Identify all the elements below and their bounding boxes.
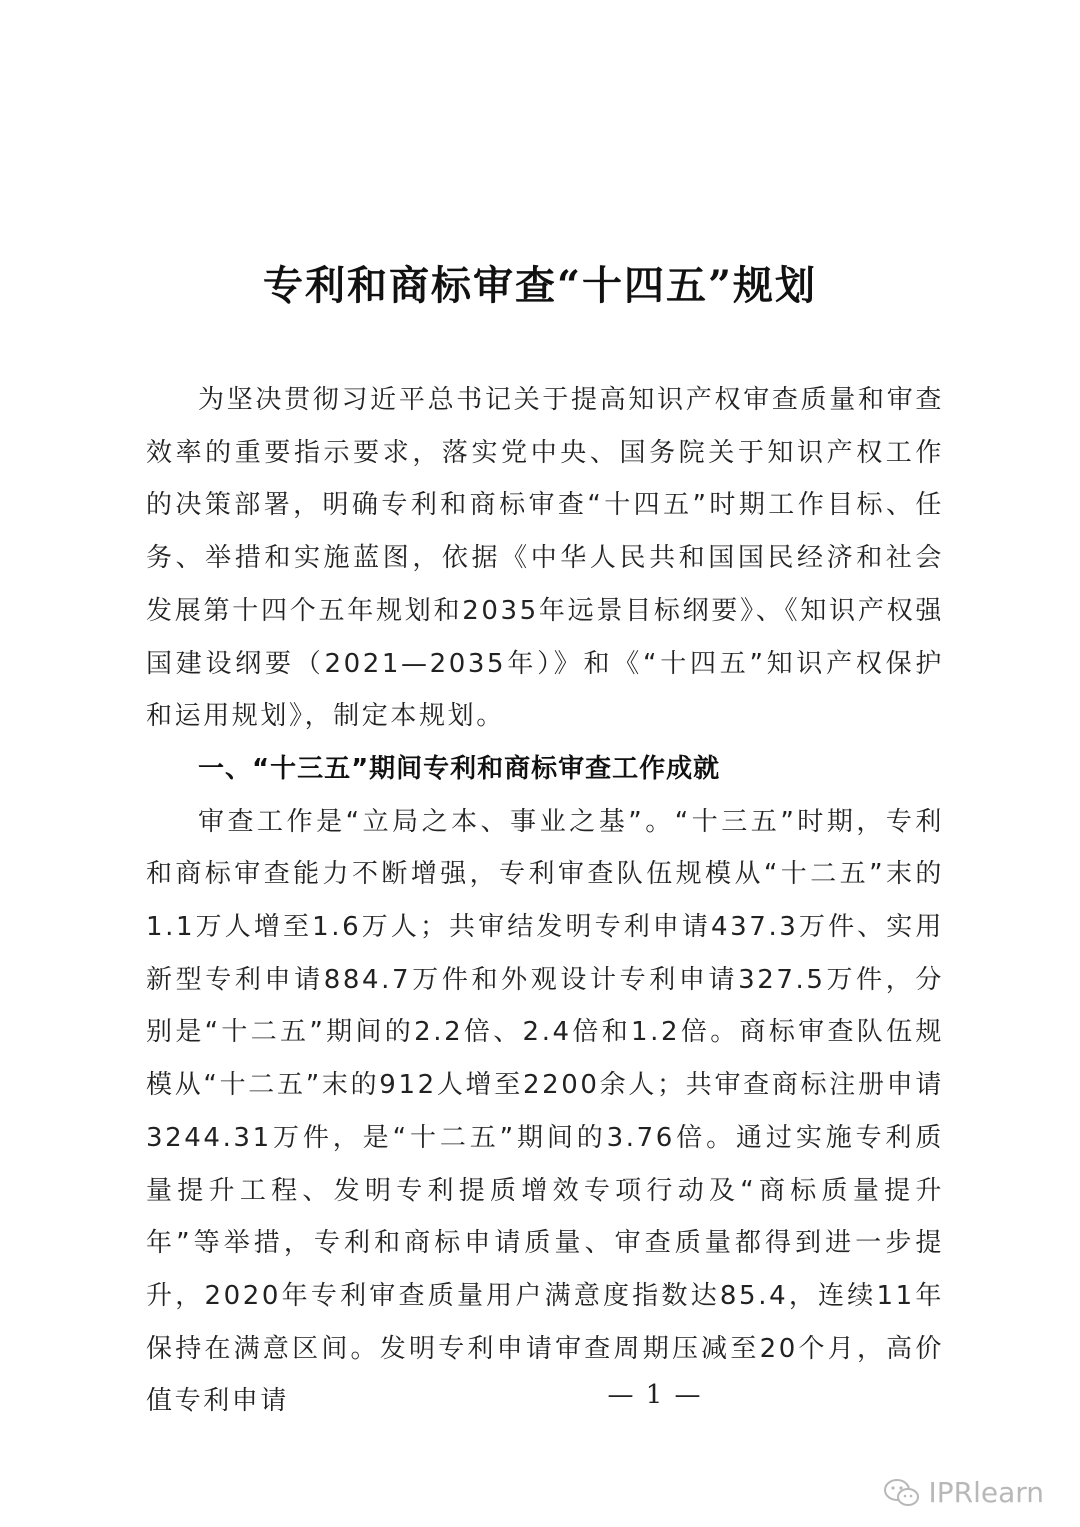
- section-paragraph: 审查工作是“立局之本、事业之基”。“十三五”时期，专利和商标审查能力不断增强，专利审查队伍规模从“十二五”末的1.1万人增至1.6万人；共审结发明专利申请437.3万件、实用新型专利申请884.7万件和外观设计专利申请327.5万件，分别是“十二五”期间的2.2倍、2.4倍和1.2倍。商标审查队伍规模从“十二五”末的912人增至2200余人；共审查商标注册申请3244.31万件，是“十二五”期间的3.76倍。通过实施专利质量提升工程、发明专利提质增效专项行动及“商标质量提升年”等举措，专利和商标申请质量、审查质量都得到进一步提升，2020年专利审查质量用户满意度指数达85.4，连续11年保持在满意区间。发明专利申请审查周期压减至20个月，高价值专利申请: [146, 806, 944, 1417]
- document-body: [146, 374, 944, 1428]
- page-number: — 1 —: [607, 1380, 703, 1410]
- document-title: 专利和商标审查“十四五”规划: [262, 262, 817, 309]
- section-heading: 一、“十三五”期间专利和商标审查工作成就: [198, 753, 721, 784]
- watermark: [884, 1476, 1044, 1509]
- wechat-icon: [884, 1478, 920, 1508]
- watermark-text: IPRlearn: [928, 1476, 1044, 1509]
- intro-paragraph: 为坚决贯彻习近平总书记关于提高知识产权审查质量和审查效率的重要指示要求，落实党中央、国务院关于知识产权工作的决策部署，明确专利和商标审查“十四五”时期工作目标、任务、举措和实施蓝图，依据《中华人民共和国国民经济和社会发展第十四个五年规划和2035年远景目标纲要》、《知识产权强国建设纲要（2021—2035年）》和《“十四五”知识产权保护和运用规划》，制定本规划。: [146, 385, 944, 732]
